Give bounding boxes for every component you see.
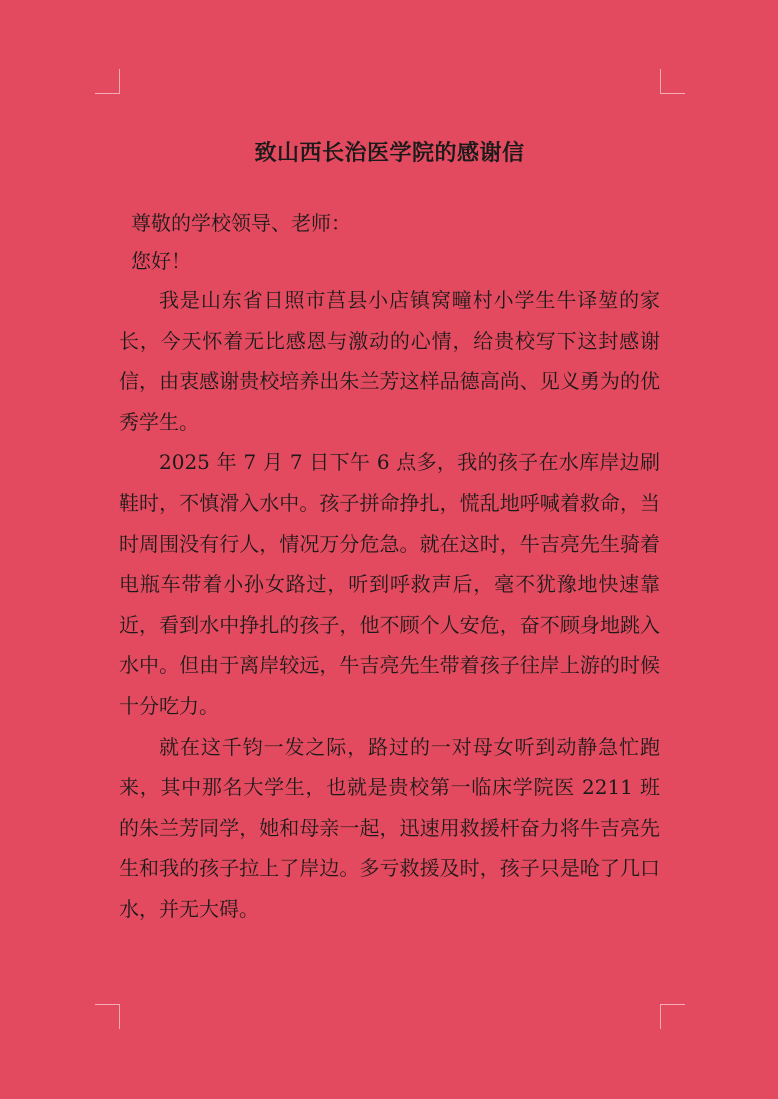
paragraph-2: 2025 年 7 月 7 日下午 6 点多，我的孩子在水库岸边刷鞋时，不慎滑入水中。孩子拼命挣扎，慌乱地呼喊着救命，当时周围没有行人，情况万分危急。就在这时，牛吉亮先生骑着电瓶车带着小孙女路过，听到呼救声后，毫不犹豫地快速靠近，看到水中挣扎的孩子，他不顾个人安危，奋不顾身地跳入水中。但由于离岸较远，牛吉亮先生带着孩子往岸上游的时候十分吃力。 [119,450,660,718]
crop-mark-bottom-right [660,1004,685,1029]
crop-mark-top-left [95,69,120,94]
letter-body [119,130,660,930]
letter-title: 致山西长治医学院的感谢信 [254,140,525,166]
crop-mark-bottom-left [95,1004,120,1029]
paragraph-1: 我是山东省日照市莒县小店镇窝疃村小学生牛译堃的家长，今天怀着无比感恩与激动的心情，给贵校写下这封感谢信，由衷感谢贵校培养出朱兰芳这样品德高尚、见义勇为的优秀学生。 [119,288,660,434]
crop-mark-top-right [660,69,685,94]
paragraph-3: 就在这千钧一发之际，路过的一对母女听到动静急忙跑来，其中那名大学生，也就是贵校第一临床学院医 2211 班的朱兰芳同学，她和母亲一起，迅速用救援杆奋力将牛吉亮先生和我的孩子拉上了岸边。多亏救援及时，孩子只是呛了几口水，并无大碍。 [119,734,660,921]
letter-greeting: 您好！ [131,249,191,273]
letter-salutation: 尊敬的学校领导、老师： [131,211,351,235]
